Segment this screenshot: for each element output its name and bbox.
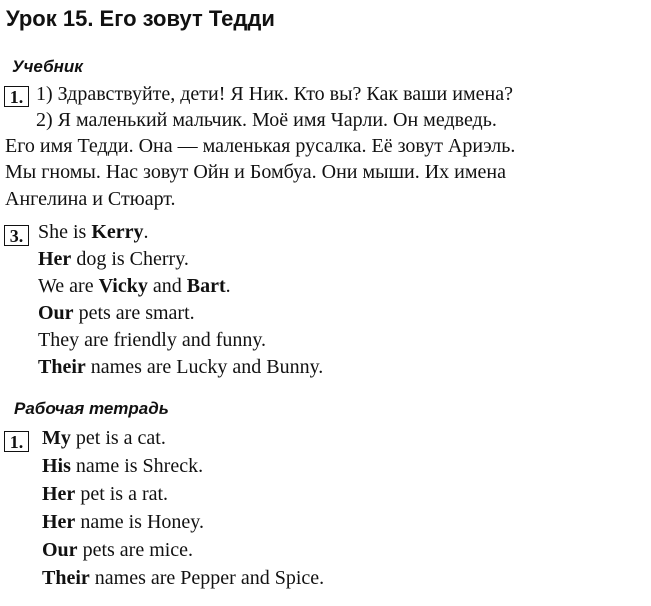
textbook-ex3-line-2: Her dog is Cherry.	[38, 248, 189, 270]
workbook-ex1-line-3: Her pet is a rat.	[42, 483, 169, 505]
textbook-ex1-line-1: 1) Здравствуйте, дети! Я Ник. Кто вы? Как ваши имена?	[36, 83, 513, 105]
textbook-ex3-line-4: Our pets are smart.	[38, 302, 195, 324]
workbook-heading: Рабочая тетрадь	[14, 399, 169, 418]
textbook-ex1-number: 1.	[4, 86, 29, 107]
textbook-ex3-number: 3.	[4, 225, 29, 246]
textbook-ex1-line-3: Его имя Тедди. Она — маленькая русалка. Её зовут Ариэль.	[5, 135, 516, 157]
lesson-title: Урок 15. Его зовут Тедди	[6, 6, 275, 31]
workbook-ex1-line-5: Our pets are mice.	[42, 539, 194, 561]
textbook-ex3-line-1: She is Kerry.	[38, 221, 149, 243]
textbook-ex1-line-5: Ангелина и Стюарт.	[5, 188, 176, 210]
textbook-ex3-line-5: They are friendly and funny.	[38, 329, 267, 351]
workbook-ex1-number: 1.	[4, 431, 29, 452]
workbook-ex1-line-4: Her name is Honey.	[42, 511, 204, 533]
textbook-ex1-line-4: Мы гномы. Нас зовут Ойн и Бомбуа. Они мыши. Их имена	[5, 161, 506, 183]
textbook-ex3-line-3: We are Vicky and Bart.	[38, 275, 231, 297]
workbook-ex1-line-6: Their names are Pepper and Spice.	[42, 567, 325, 589]
textbook-heading: Учебник	[12, 57, 83, 76]
workbook-ex1-line-2: His name is Shreck.	[42, 455, 204, 477]
textbook-ex3-line-6: Their names are Lucky and Bunny.	[38, 356, 324, 378]
textbook-ex1-line-2: 2) Я маленький мальчик. Моё имя Чарли. Он медведь.	[36, 109, 497, 131]
workbook-ex1-line-1: My pet is a cat.	[42, 427, 166, 449]
